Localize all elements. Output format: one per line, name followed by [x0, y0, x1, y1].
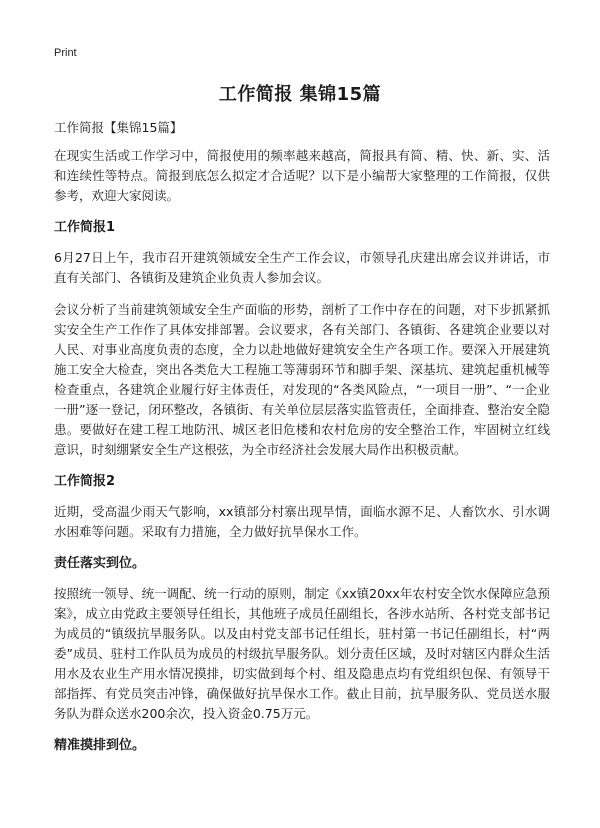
section-1-paragraph-2: 会议分析了当前建筑领域安全生产面临的形势，剖析了工作中存在的问题，对下步抓紧抓实安全生产工作作了具体安排部署。会议要求，各有关部门、各镇街、各建筑企业要以对人民、对事业高度负责的态度，全力以赴地做好建筑安全生产各项工作。要深入开展建筑施工安全大检查，突出各类危大工程施工等薄弱环节和脚手架、深基坑、建筑起重机械等检查重点，各建筑企业履行好主体责任，对发现的“各类风险点，“一项目一册”、“一企业一册”逐一登记，闭环整改，各镇街、有关单位层层落实监管责任，全面排查、整治安全隐患。要做好在建工程工地防汛、城区老旧危楼和农村危房的安全整治工作，牢固树立红线意识，时刻绷紧安全生产这根弦，为全市经济社会发展大局作出积极贡献。 — [54, 302, 550, 457]
document-body — [54, 118, 550, 766]
section-3-paragraph-1: 按照统一领导、统一调配、统一行动的原则，制定《xx镇20xx年农村安全饮水保障应急预案》，成立由党政主要领导任组长，其他班子成员任副组长，各涉水站所、各村党支部书记为成员的“镇级抗旱服务队。以及由村党支部书记任组长，驻村第一书记任副组长，村“两委”成员、驻村工作队员为成员的村级抗旱服务队。划分责任区域，及时对辖区内群众生活用水及农业生产用水情况摸排，切实做到每个村、组及隐患点均有党组织包保、有领导干部指挥、有党员突击冲锋，确保做好抗旱保水工作。截止目前，抗旱服务队、党员送水服务队为群众送水200余次，投入资金0.75万元。 — [54, 586, 550, 721]
section-2-paragraph-1: 近期，受高温少雨天气影响，xx镇部分村寨出现旱情，面临水源不足、人畜饮水、引水调水困难等问题。采取有力措施，全力做好抗旱保水工作。 — [54, 504, 550, 539]
document-title: 工作简报 集锦15篇 — [218, 84, 382, 105]
section-heading-4: 精准摸排到位。 — [54, 738, 146, 753]
document-subtitle: 工作简报【集锦15篇】 — [54, 120, 183, 135]
section-heading-1: 工作简报1 — [54, 220, 116, 235]
section-heading-2: 工作简报2 — [54, 474, 116, 489]
intro-paragraph: 在现实生活或工作学习中，简报使用的频率越来越高，简报具有简、精、快、新、实、活和连续性等特点。简报到底怎么拟定才合适呢？以下是小编帮大家整理的工作简报，仅供参考，欢迎大家阅读。 — [54, 148, 550, 203]
section-heading-3: 责任落实到位。 — [54, 556, 146, 571]
section-1-paragraph-1: 6月27日上午，我市召开建筑领域安全生产工作会议，市领导孔庆建出席会议并讲话，市直有关部门、各镇街及建筑企业负责人参加会议。 — [54, 250, 550, 285]
print-label: Print — [54, 47, 77, 59]
